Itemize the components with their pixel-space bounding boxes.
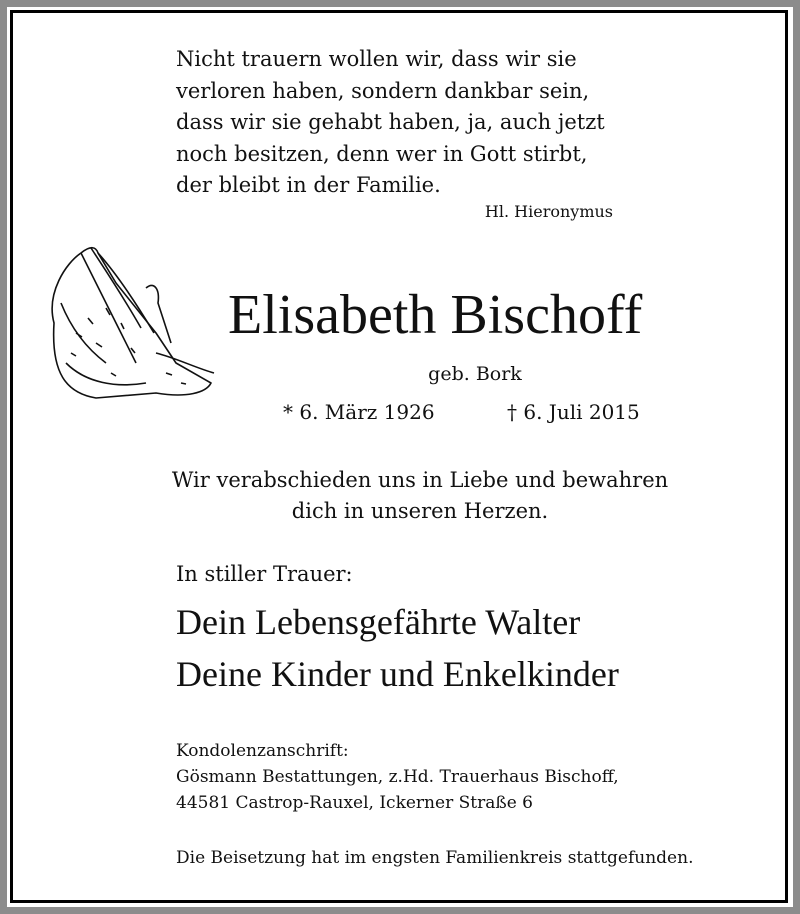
farewell-line: Wir verabschieden uns in Liebe und bewahren [171, 468, 669, 492]
mourner-line: Deine Kinder und Enkelkinder [176, 654, 619, 694]
quote-line: verloren haben, sondern dankbar sein, [176, 78, 590, 103]
quote-author: Hl. Hieronymus [484, 202, 613, 221]
quote-line: dass wir sie gehabt haben, ja, auch jetzt [176, 110, 605, 134]
mourners-intro: In stiller Trauer: [176, 562, 353, 586]
quote [176, 44, 605, 202]
quote-line: noch besitzen, denn wer in Gott stirbt, [176, 141, 588, 166]
condolence-line: Gösmann Bestattungen, z.Hd. Trauerhaus Bischoff, [176, 767, 619, 787]
condolence-label: Kondolenzanschrift: [176, 741, 349, 761]
farewell-line: dich in unseren Herzen. [291, 499, 549, 523]
quote-line: der bleibt in der Familie. [176, 173, 441, 197]
birth-date: * 6. März 1926 [283, 400, 435, 424]
condolence-line: 44581 Castrop-Rauxel, Ickerner Straße 6 [176, 793, 533, 813]
funeral-note: Die Beisetzung hat im engsten Familienkreis stattgefunden. [176, 848, 694, 868]
birth-name: geb. Bork [428, 363, 522, 385]
quote-line: Nicht trauern wollen wir, dass wir sie [176, 47, 577, 71]
mourner-line: Dein Lebensgefährte Walter [176, 602, 581, 642]
condolence-address [176, 738, 619, 816]
death-date: † 6. Juli 2015 [507, 400, 640, 424]
farewell-text [40, 465, 800, 527]
deceased-name: Elisabeth Bischoff [228, 284, 643, 346]
